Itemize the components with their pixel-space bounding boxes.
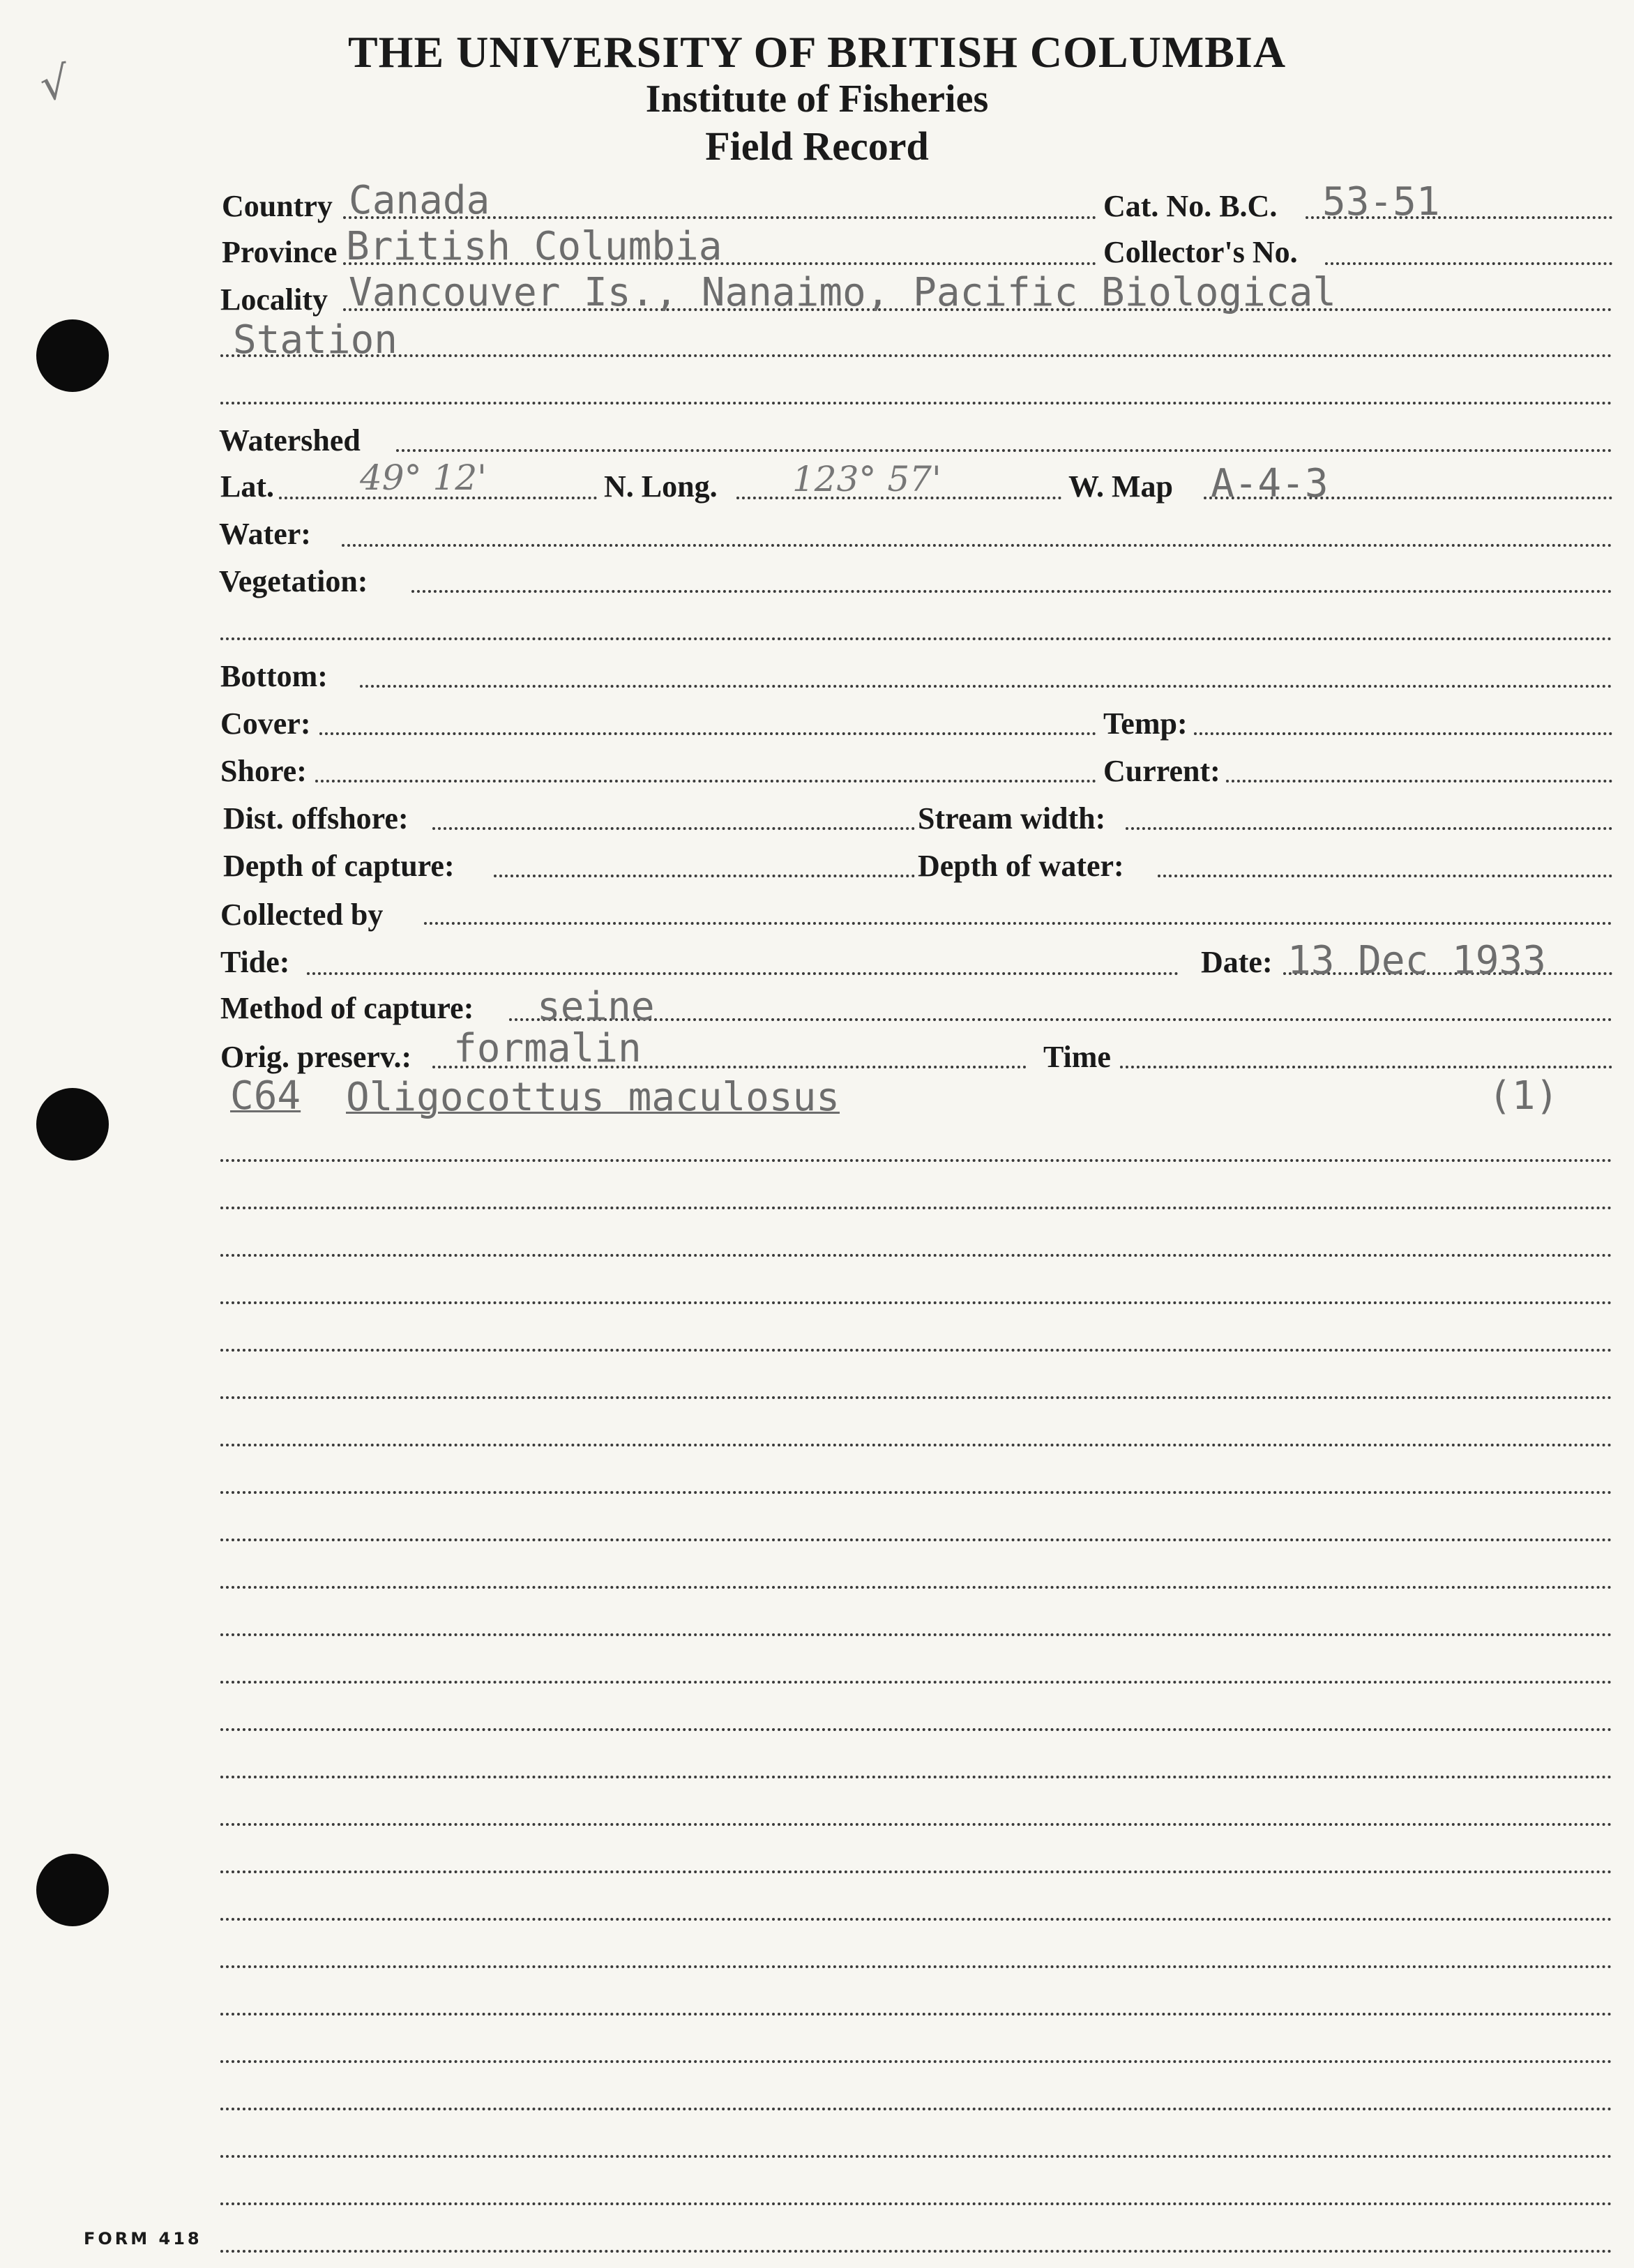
specimen-name: Oligocottus maculosus [346,1075,840,1120]
depth-capture-line [494,875,915,877]
ruled-line [220,1301,1612,1304]
cat-no-label: Cat. No. B.C. [1103,189,1278,223]
n-long-label: N. Long. [604,469,718,504]
temp-line [1194,732,1612,735]
dist-offshore-label: Dist. offshore: [223,801,409,836]
ruled-line [220,2013,1612,2016]
cat-no-value: 53-51 [1322,179,1440,225]
w-map-label: W. Map [1068,469,1173,504]
cover-line [319,732,1096,735]
check-mark-icon: √ [37,56,73,112]
shore-label: Shore: [220,754,307,788]
ruled-line [220,1491,1612,1494]
collected-by-line [424,922,1612,925]
collected-by-label: Collected by [220,898,384,932]
water-line [342,544,1612,547]
method-label: Method of capture: [220,991,474,1025]
ruled-line [220,1539,1612,1541]
current-line [1226,780,1612,783]
university-title: THE UNIVERSITY OF BRITISH COLUMBIA [347,27,1287,77]
bottom-label: Bottom: [220,659,328,693]
ruled-line [220,1728,1612,1731]
collectors-no-line [1325,262,1612,265]
date-label: Date: [1201,945,1273,979]
orig-preserv-value: formalin [453,1026,642,1071]
ruled-line [220,1349,1612,1352]
lat-value: 49° 12' [360,458,487,498]
form-title: Field Record [705,123,929,169]
country-value: Canada [349,178,490,223]
binder-hole [36,1854,109,1926]
ruled-line [220,1207,1612,1209]
specimen-count: (1) [1488,1073,1559,1119]
vegetation-label: Vegetation: [219,564,368,598]
vegetation-line [411,590,1612,593]
locality-value-line1: Vancouver Is., Nanaimo, Pacific Biological [349,270,1337,315]
watershed-line [396,449,1612,452]
ruled-line [220,1396,1612,1399]
locality-value-line2: Station [233,317,398,363]
form-number: FORM 418 [84,2229,202,2248]
ruled-line [220,1444,1612,1446]
time-label: Time [1043,1040,1111,1074]
ruled-line [220,1776,1612,1778]
bottom-line [360,685,1612,688]
depth-water-label: Depth of water: [918,849,1124,883]
tide-line [307,972,1179,975]
locality-line-2 [220,354,1612,357]
ruled-line [220,2250,1612,2253]
date-value: 13 Dec 1933 [1287,938,1546,983]
ruled-line [220,1586,1612,1589]
depth-water-line [1158,875,1612,877]
water-label: Water: [219,517,311,551]
orig-preserv-label: Orig. preserv.: [220,1040,412,1074]
ruled-line [220,1254,1612,1257]
ruled-line [220,1159,1612,1162]
binder-hole [36,1088,109,1161]
specimen-code: C64 [230,1073,301,1119]
long-value: 123° 57' [792,459,941,499]
stream-width-label: Stream width: [918,801,1106,836]
collectors-no-label: Collector's No. [1103,235,1298,269]
temp-label: Temp: [1103,706,1188,741]
institute-subtitle: Institute of Fisheries [645,77,989,121]
tide-label: Tide: [220,945,290,979]
ruled-line [220,1681,1612,1684]
ruled-line [220,2155,1612,2158]
method-line [509,1018,1612,1021]
locality-line-3 [220,402,1612,405]
ruled-line [220,2108,1612,2110]
map-value: A-4-3 [1211,461,1329,506]
ruled-line [220,1965,1612,1968]
lat-label: Lat. [220,469,274,504]
province-value: British Columbia [346,224,723,269]
cover-label: Cover: [220,706,311,741]
country-label: Country [222,189,333,223]
shore-line [315,780,1096,783]
stream-width-line [1126,827,1612,830]
depth-capture-label: Depth of capture: [223,849,455,883]
current-label: Current: [1103,754,1220,788]
vegetation-line-2 [220,637,1612,640]
watershed-label: Watershed [219,423,361,458]
method-value: seine [537,984,655,1029]
time-line [1120,1066,1612,1068]
ruled-line [220,1918,1612,1921]
locality-label: Locality [220,282,328,317]
binder-hole [36,319,109,392]
ruled-line [220,1633,1612,1636]
ruled-line [220,2202,1612,2205]
ruled-line [220,1870,1612,1873]
province-label: Province [222,235,338,269]
ruled-line [220,2060,1612,2063]
ruled-line [220,1823,1612,1826]
dist-offshore-line [432,827,915,830]
